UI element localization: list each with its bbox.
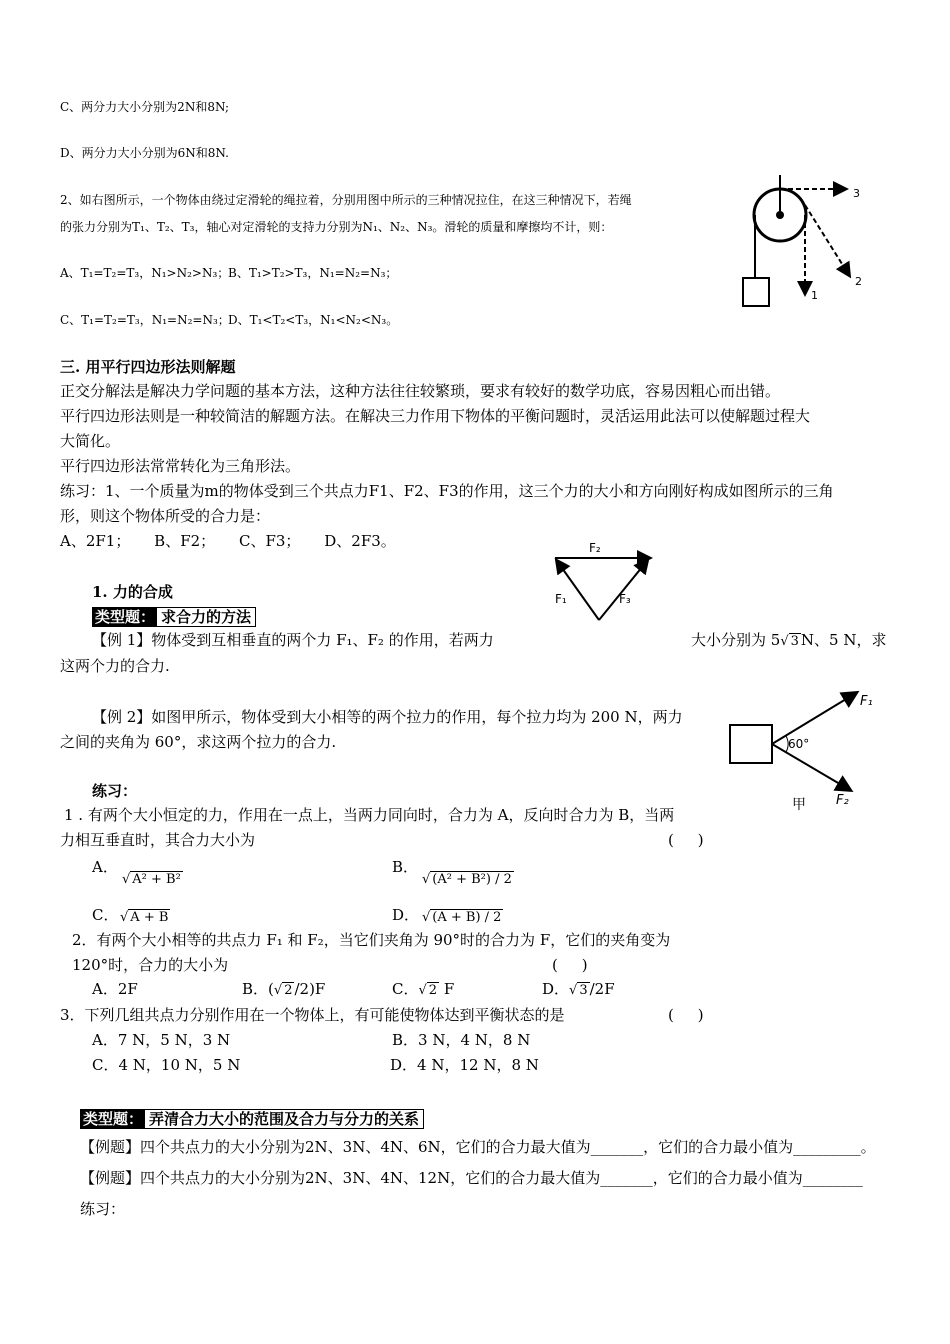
- q3-option-c: C．4 N，10 N，5 N: [92, 1056, 241, 1074]
- q1-option-a-expr: √ A² + B²: [122, 872, 181, 887]
- q1-option-b-expr: √ (A² + B²) / 2: [422, 872, 512, 887]
- example1-line2: 这两个力的合力.: [60, 657, 170, 675]
- sqrt-radicand: 3: [790, 634, 799, 649]
- section3-p1: 正交分解法是解决力学问题的基本方法，这种方法往往较繁琐，要求有较好的数学功底，容易因粗心而出错。: [60, 382, 781, 400]
- q2-option-a: A、T₁=T₂=T₃，N₁>N₂>N₃；: [60, 266, 230, 280]
- force-triangle-figure: [545, 537, 665, 627]
- angle-figure: [722, 683, 882, 818]
- force-f3-arrow: [599, 561, 647, 620]
- section3-practice-line2: 形，则这个物体所受的合力是：: [60, 507, 271, 525]
- q3-option-d: D．4 N，12 N，8 N: [390, 1056, 539, 1074]
- section3-p3: 平行四边形法常常转化为三角形法。: [60, 457, 301, 475]
- practice-q2-line1: 2．有两个大小相等的共点力 F₁ 和 F₂，当它们夹角为 90°时的合力为 F，它们的夹角变为: [72, 931, 671, 949]
- range-example-1: 【例题】四个共点力的大小分别为2N、3N、4N、6N，它们的合力最大值为_______，它们的合力最小值为_________。: [80, 1138, 876, 1156]
- force-f2-label: F₂: [589, 541, 601, 555]
- q1-option-b-label: B．: [392, 858, 419, 876]
- pulley-label-2: 2: [855, 275, 862, 288]
- practice-q2-paren: ( ): [552, 956, 588, 974]
- range-type-tag: 类型题：: [83, 1110, 144, 1128]
- type-title: 求合力的方法: [161, 608, 252, 626]
- section3-p2-line2: 大简化。: [60, 432, 121, 450]
- practice-q1-line1: 1 . 有两个大小恒定的力，作用在一点上，当两力同向时，合力为 A，反向时合力为 B，当两: [64, 806, 675, 824]
- q2-option-d-suffix: /2F: [589, 980, 615, 998]
- force-f2-line: [772, 744, 850, 790]
- force-f1-label: F₁: [860, 694, 873, 709]
- rope-case-2: [805, 205, 849, 275]
- pulley-label-3: 3: [853, 187, 860, 200]
- q1-option-a-radicand: A² + B²: [132, 872, 181, 887]
- section3-options: A、2F1； B、F2； C、F3； D、2F3。: [60, 532, 396, 550]
- q1-option-c-radicand: A + B: [130, 910, 169, 925]
- q2-option-b: B、T₁>T₂>T₃，N₁=N₂=N₃；: [228, 266, 398, 280]
- compose-title: 1. 力的合成: [92, 583, 173, 601]
- q2-option-a: A．2F: [92, 980, 138, 998]
- pulley-label-1: 1: [811, 289, 818, 302]
- q2-option-d: D、T₁<T₂<T₃，N₁<N₂<N₃。: [228, 313, 399, 327]
- example2-line1: 【例 2】如图甲所示，物体受到大小相等的两个拉力的作用，每个拉力均为 200 N，两力: [92, 708, 683, 726]
- type-tag: 类型题：: [95, 608, 156, 626]
- range-practice-title: 练习：: [80, 1200, 126, 1218]
- example2-line2: 之间的夹角为 60°，求这两个拉力的合力.: [60, 733, 337, 751]
- q2-option-c-radicand: 2: [428, 983, 438, 998]
- sqrt-sign: √: [780, 634, 789, 649]
- q1-option-a-label: A．: [92, 858, 118, 876]
- q2-stem-line1: 2、如右图所示，一个物体由绕过定滑轮的绳拉着，分别用图中所示的三种情况拉住，在这三种情况下，若绳: [60, 193, 632, 207]
- range-type-label: [80, 1109, 424, 1129]
- q2-option-d-label: D．: [542, 980, 570, 998]
- q2-option-c: C、T₁=T₂=T₃，N₁=N₂=N₃；: [60, 313, 230, 327]
- q1-option-c: C、两分力大小分别为2N和8N;: [60, 100, 230, 114]
- angle-label: 60°: [788, 737, 810, 751]
- example1-value-prefix: 大小分别为 5: [691, 631, 781, 649]
- q2-option-c-suffix: F: [439, 980, 455, 998]
- practice-q1-line2: 力相互垂直时，其合力大小为: [60, 831, 256, 849]
- q1-option-d-label: D．: [392, 906, 420, 924]
- hanging-block: [743, 278, 769, 306]
- q2-option-b-suffix: /2)F: [294, 980, 326, 998]
- range-type-title: 弄清合力大小的范围及合力与分力的关系: [149, 1110, 420, 1128]
- force-f1-line: [772, 693, 856, 744]
- section3-heading: 三. 用平行四边形法则解题: [60, 358, 236, 376]
- q2-option-b-prefix: B．(: [242, 980, 274, 998]
- q2-option-c: C．√ 2 F: [392, 980, 455, 998]
- practice-q2-line2: 120°时，合力的大小为: [72, 956, 229, 974]
- q1-option-d-expr: √ (A + B) / 2: [422, 910, 502, 925]
- example1-line1-end: [691, 631, 886, 650]
- q3-option-a: A．7 N，5 N，3 N: [92, 1031, 231, 1049]
- q1-option-c-label: C．: [92, 906, 119, 924]
- example1-line1: 【例 1】物体受到互相垂直的两个力 F₁、F₂ 的作用，若两力: [92, 631, 494, 649]
- section3-p2-line1: 平行四边形法则是一种较简洁的解题方法。在解决三力作用下物体的平衡问题时，灵活运用此法可以使解题过程大: [60, 407, 811, 425]
- q2-option-d: D．√ 3 /2F: [542, 980, 615, 998]
- q2-option-c-label: C．: [392, 980, 419, 998]
- section3-practice-line1: 练习：1、一个质量为m的物体受到三个共点力F1、F2、F3的作用，这三个力的大小和方向刚好构成如图所示的三角: [60, 482, 834, 500]
- q2-option-b-radicand: 2: [284, 983, 293, 998]
- force-f1-label: F₁: [555, 592, 567, 606]
- practice-title: 练习：: [92, 782, 138, 800]
- q1-option-d: D、两分力大小分别为6N和8N.: [60, 146, 229, 160]
- figure-caption: 甲: [792, 797, 806, 813]
- object-box: [730, 725, 772, 763]
- pulley-figure: [735, 175, 875, 315]
- q2-option-b: B．(√ 2 /2)F: [242, 980, 326, 998]
- force-f3-label: F₃: [619, 592, 631, 606]
- q2-option-d-radicand: 3: [579, 983, 588, 998]
- q1-option-b-radicand: (A² + B²) / 2: [432, 872, 512, 887]
- range-example-2: 【例题】四个共点力的大小分别为2N、3N、4N、12N，它们的合力最大值为_______，它们的合力最小值为________: [80, 1169, 863, 1187]
- q1-option-c-expr: √ A + B: [120, 910, 169, 925]
- example1-value-suffix: N、5 N，求: [800, 631, 887, 649]
- practice-q1-paren: ( ): [668, 831, 704, 849]
- q1-option-d-radicand: (A + B) / 2: [432, 910, 502, 925]
- q3-option-b: B．3 N，4 N，8 N: [392, 1031, 531, 1049]
- practice-q3: 3．下列几组共点力分别作用在一个物体上，有可能使物体达到平衡状态的是: [60, 1006, 565, 1024]
- force-f1-arrow: [557, 561, 599, 620]
- practice-q3-paren: ( ): [668, 1006, 704, 1024]
- compose-type-label: [92, 607, 256, 627]
- force-f2-label: F₂: [836, 793, 849, 808]
- q2-stem-line2: 的张力分别为T₁、T₂、T₃，轴心对定滑轮的支持力分别为N₁、N₂、N₃。滑轮的质量和摩擦均不计，则：: [60, 220, 613, 234]
